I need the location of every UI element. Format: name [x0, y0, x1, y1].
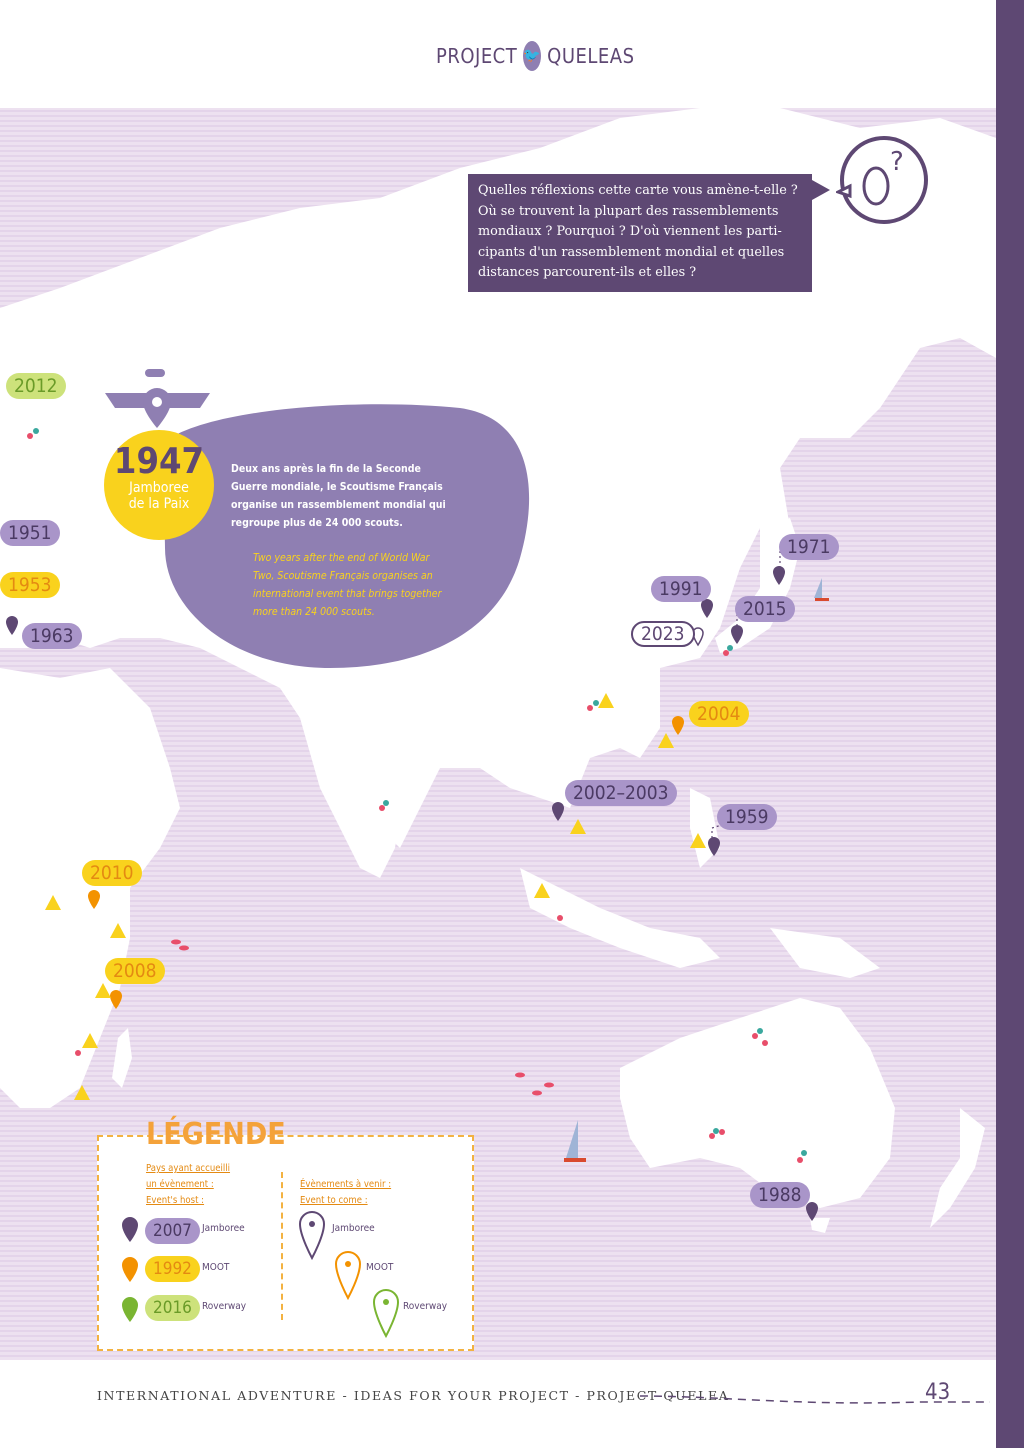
featured-en-line: more than 24 000 scouts. [253, 606, 375, 618]
legend-roverway-label: Roverway [202, 1301, 247, 1312]
svg-text:?: ? [890, 147, 904, 177]
legend-hosted-en: Event's host : [146, 1195, 205, 1206]
event-label-2012: 2012 [6, 373, 66, 399]
pin-jamboree [552, 802, 564, 821]
legend-pin-roverway-icon [122, 1297, 138, 1322]
event-label-1988: 1988 [750, 1182, 810, 1208]
legend-upcoming-heading [300, 1177, 391, 1209]
event-label-1959: 1959 [717, 804, 777, 830]
footer-text: INTERNATIONAL ADVENTURE - IDEAS FOR YOUR PROJECT - PROJECT QUELEA [97, 1388, 730, 1403]
event-label-1953: 1953 [0, 572, 60, 598]
pin-moot [672, 716, 684, 735]
header-project: PROJECT [436, 44, 518, 68]
legend-upcoming-moot-label: MOOT [366, 1262, 394, 1273]
featured-en-line: international event that brings together [253, 588, 442, 600]
page-number: 43 [925, 1380, 951, 1405]
event-label-1991: 1991 [651, 576, 711, 602]
featured-fr-line: Deux ans après la fin de la Seconde [231, 463, 421, 475]
event-label-2010: 2010 [82, 860, 142, 886]
featured-text-en [253, 549, 483, 621]
event-label-1963: 1963 [22, 623, 82, 649]
event-label-2004: 2004 [689, 701, 749, 727]
question-line: Où se trouvent la plupart des rassemblements [478, 203, 779, 219]
legend-host-pins [120, 1215, 144, 1335]
land-philippines [690, 788, 720, 868]
event-label-2002-2003: 2002–2003 [565, 780, 677, 806]
legend-year-roverway: 2016 [145, 1295, 200, 1321]
featured-en-line: Two, Scoutisme Français organises an [253, 570, 433, 582]
question-line: Quelles réflexions cette carte vous amène-t-elle ? [478, 183, 798, 198]
legend-year-jamboree: 2007 [145, 1218, 200, 1244]
featured-badge-1947 [104, 430, 214, 540]
featured-fr-line: Guerre mondiale, le Scoutisme Français [231, 481, 443, 493]
event-label-2008: 2008 [105, 958, 165, 984]
legend-upcoming-en: Event to come : [300, 1195, 368, 1206]
featured-name-line2: de la Paix [128, 496, 190, 512]
page-header [436, 38, 635, 74]
featured-fr-line: regroupe plus de 24 000 scouts. [231, 517, 403, 529]
question-line: distances parcourent-ils et elles ? [478, 265, 697, 281]
legend-upcoming-roverway-icon [374, 1290, 398, 1336]
land-new-zealand [930, 1108, 985, 1228]
legend-upcoming-moot-icon [336, 1252, 360, 1298]
land-madagascar [112, 1028, 132, 1088]
featured-en-line: Two years after the end of World War [253, 552, 430, 564]
event-label-2023: 2023 [631, 621, 695, 647]
legend-upcoming-roverway-label: Roverway [403, 1301, 448, 1312]
sidebar-stripe [996, 0, 1024, 1448]
legend-title: LÉGENDE [146, 1117, 286, 1152]
quelea-bird-icon: 🐦 [523, 41, 541, 71]
land-indonesia [520, 868, 720, 968]
question-line: mondiaux ? Pourquoi ? D'où viennent les parti- [478, 224, 782, 240]
legend-year-moot: 1992 [145, 1256, 200, 1282]
featured-year: 1947 [113, 441, 205, 482]
event-label-1951: 1951 [0, 520, 60, 546]
legend-upcoming-jamboree-icon [300, 1212, 324, 1258]
legend-pin-moot-icon [122, 1257, 138, 1282]
question-line: cipants d'un rassemblement mondial et quelles [478, 244, 785, 260]
event-label-1971: 1971 [779, 534, 839, 560]
legend-divider [281, 1172, 283, 1320]
legend-moot-label: MOOT [202, 1262, 230, 1273]
fish-icons [171, 940, 554, 1096]
legend-hosted-fr1: Pays ayant accueilli [146, 1163, 231, 1174]
featured-name-line1: Jamboree [129, 480, 189, 496]
legend-jamboree-label: Jamboree [202, 1223, 245, 1234]
featured-text-fr [231, 460, 461, 532]
legend-hosted-fr2: un évènement : [146, 1179, 214, 1190]
legend-upcoming-fr: Évènements à venir : [300, 1179, 392, 1190]
land-new-guinea [770, 928, 880, 978]
header-queleas: QUELEAS [547, 44, 635, 68]
thinking-bird-icon [836, 134, 930, 228]
legend-upcoming-jamboree-label: Jamboree [332, 1223, 375, 1234]
legend-pin-jamboree-icon [122, 1217, 138, 1242]
land-tasmania [810, 1218, 830, 1233]
legend-hosted-heading [146, 1161, 230, 1209]
question-box [468, 174, 812, 292]
event-label-2015: 2015 [735, 596, 795, 622]
featured-fr-line: organise un rassemblement mondial qui [231, 499, 446, 511]
